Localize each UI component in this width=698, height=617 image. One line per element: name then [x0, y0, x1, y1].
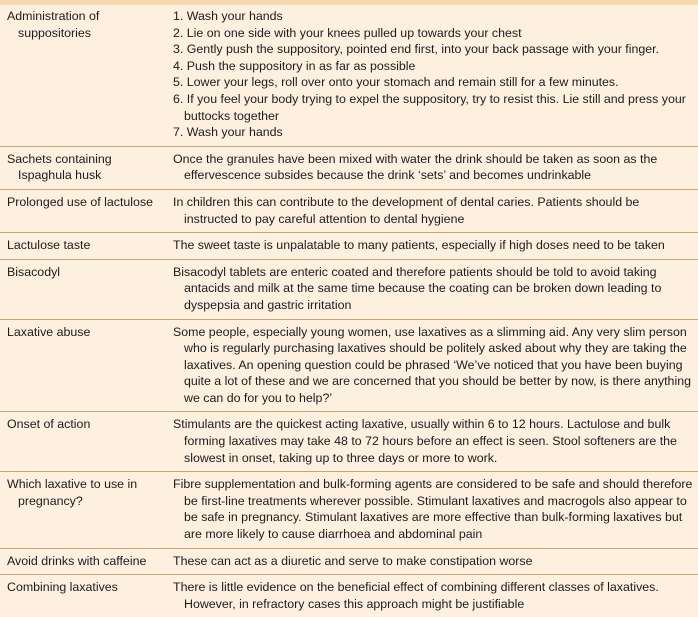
topic-text: Lactulose taste — [7, 238, 91, 253]
row-topic — [0, 548, 167, 575]
topic-text: Laxative abuse — [7, 324, 91, 339]
row-topic — [0, 5, 167, 146]
topic-text: Which laxative to use in pregnancy? — [7, 477, 138, 508]
topic-text: Onset of action — [7, 417, 91, 432]
table-row — [0, 259, 698, 319]
row-advice — [167, 189, 698, 232]
table-row — [0, 189, 698, 232]
table-row — [0, 472, 698, 548]
row-advice — [167, 548, 698, 575]
row-advice — [167, 472, 698, 548]
advice-text: Stimulants are the quickest acting laxative, usually within 6 to 12 hours. Lactulose and bulk forming laxatives may take 48 to 72 hours before an effect is seen. Stool softeners are the slowest in onset, taking up to three days or more to work. — [173, 417, 677, 465]
row-topic — [0, 472, 167, 548]
row-topic — [0, 233, 167, 260]
topic-text: Administration of suppositories — [7, 9, 100, 40]
advice-text: These can act as a diuretic and serve to make constipation worse — [173, 553, 533, 568]
row-advice — [167, 575, 698, 617]
advice-text: Fibre supplementation and bulk-forming agents are considered to be safe and should therefore be first-line treatments wherever possible. Stimulant laxatives and macrogols also appear to be safe in pregnancy. Stimulant laxatives are more effective than bulk-forming laxatives but are more likely to cause diarrhoea and abdominal pain — [173, 477, 693, 542]
row-advice — [167, 146, 698, 189]
row-topic — [0, 412, 167, 472]
advice-text: Bisacodyl tablets are enteric coated and therefore patients should be told to avoid taking antacids and milk at the same time because the coating can be broken down leading to dyspepsia and gastric irritation — [173, 264, 662, 312]
row-topic — [0, 575, 167, 617]
patient-advice-table — [0, 5, 698, 617]
row-advice — [167, 259, 698, 319]
advice-text: Some people, especially young women, use laxatives as a slimming aid. Any very slim person who is regularly purchasing laxatives should be politely asked about why they are taking the laxatives. An opening question could be phrased ‘We’ve noticed that you have been buying quite a lot of these and we are concerned that you should be better by now, is there anything we can do for you to help?’ — [173, 324, 691, 405]
advice-text: In children this can contribute to the development of dental caries. Patients should be instructed to pay careful attention to dental hygiene — [173, 194, 640, 226]
step-item: 3. Gently push the suppository, pointed end first, into your back passage with your finger. — [173, 42, 660, 57]
table-row — [0, 146, 698, 189]
row-advice — [167, 5, 698, 146]
row-topic — [0, 319, 167, 412]
topic-text: Bisacodyl — [7, 264, 61, 279]
suppository-steps-list — [173, 8, 694, 141]
table-row — [0, 319, 698, 412]
advice-text: Once the granules have been mixed with water the drink should be taken as soon as the effervescence subsides because the drink ‘sets’ and becomes undrinkable — [173, 151, 658, 183]
row-topic — [0, 189, 167, 232]
row-topic — [0, 146, 167, 189]
topic-text: Sachets containing Ispaghula husk — [7, 151, 112, 183]
table-row — [0, 412, 698, 472]
row-advice — [167, 233, 698, 260]
row-advice — [167, 412, 698, 472]
step-item: 1. Wash your hands — [173, 9, 283, 23]
table-row — [0, 548, 698, 575]
topic-text: Combining laxatives — [7, 580, 118, 595]
step-item: 2. Lie on one side with your knees pulled up towards your chest — [173, 25, 522, 40]
advice-text: The sweet taste is unpalatable to many patients, especially if high doses need to be taken — [173, 238, 665, 253]
row-advice — [167, 319, 698, 412]
step-item: 6. If you feel your body trying to expel the suppository, try to resist this. Lie still and press your buttocks together — [173, 91, 686, 123]
table-row — [0, 575, 698, 617]
step-item: 7. Wash your hands — [173, 125, 283, 140]
step-item: 4. Push the suppository in as far as possible — [173, 58, 416, 73]
row-topic — [0, 259, 167, 319]
table-row — [0, 233, 698, 260]
topic-text: Prolonged use of lactulose — [7, 194, 154, 209]
advice-text: There is little evidence on the beneficial effect of combining different classes of laxatives. However, in refractory cases this approach might be justifiable — [173, 580, 659, 611]
topic-text: Avoid drinks with caffeine — [7, 553, 147, 568]
table-row — [0, 5, 698, 146]
step-item: 5. Lower your legs, roll over onto your stomach and remain still for a few minutes. — [173, 75, 619, 90]
